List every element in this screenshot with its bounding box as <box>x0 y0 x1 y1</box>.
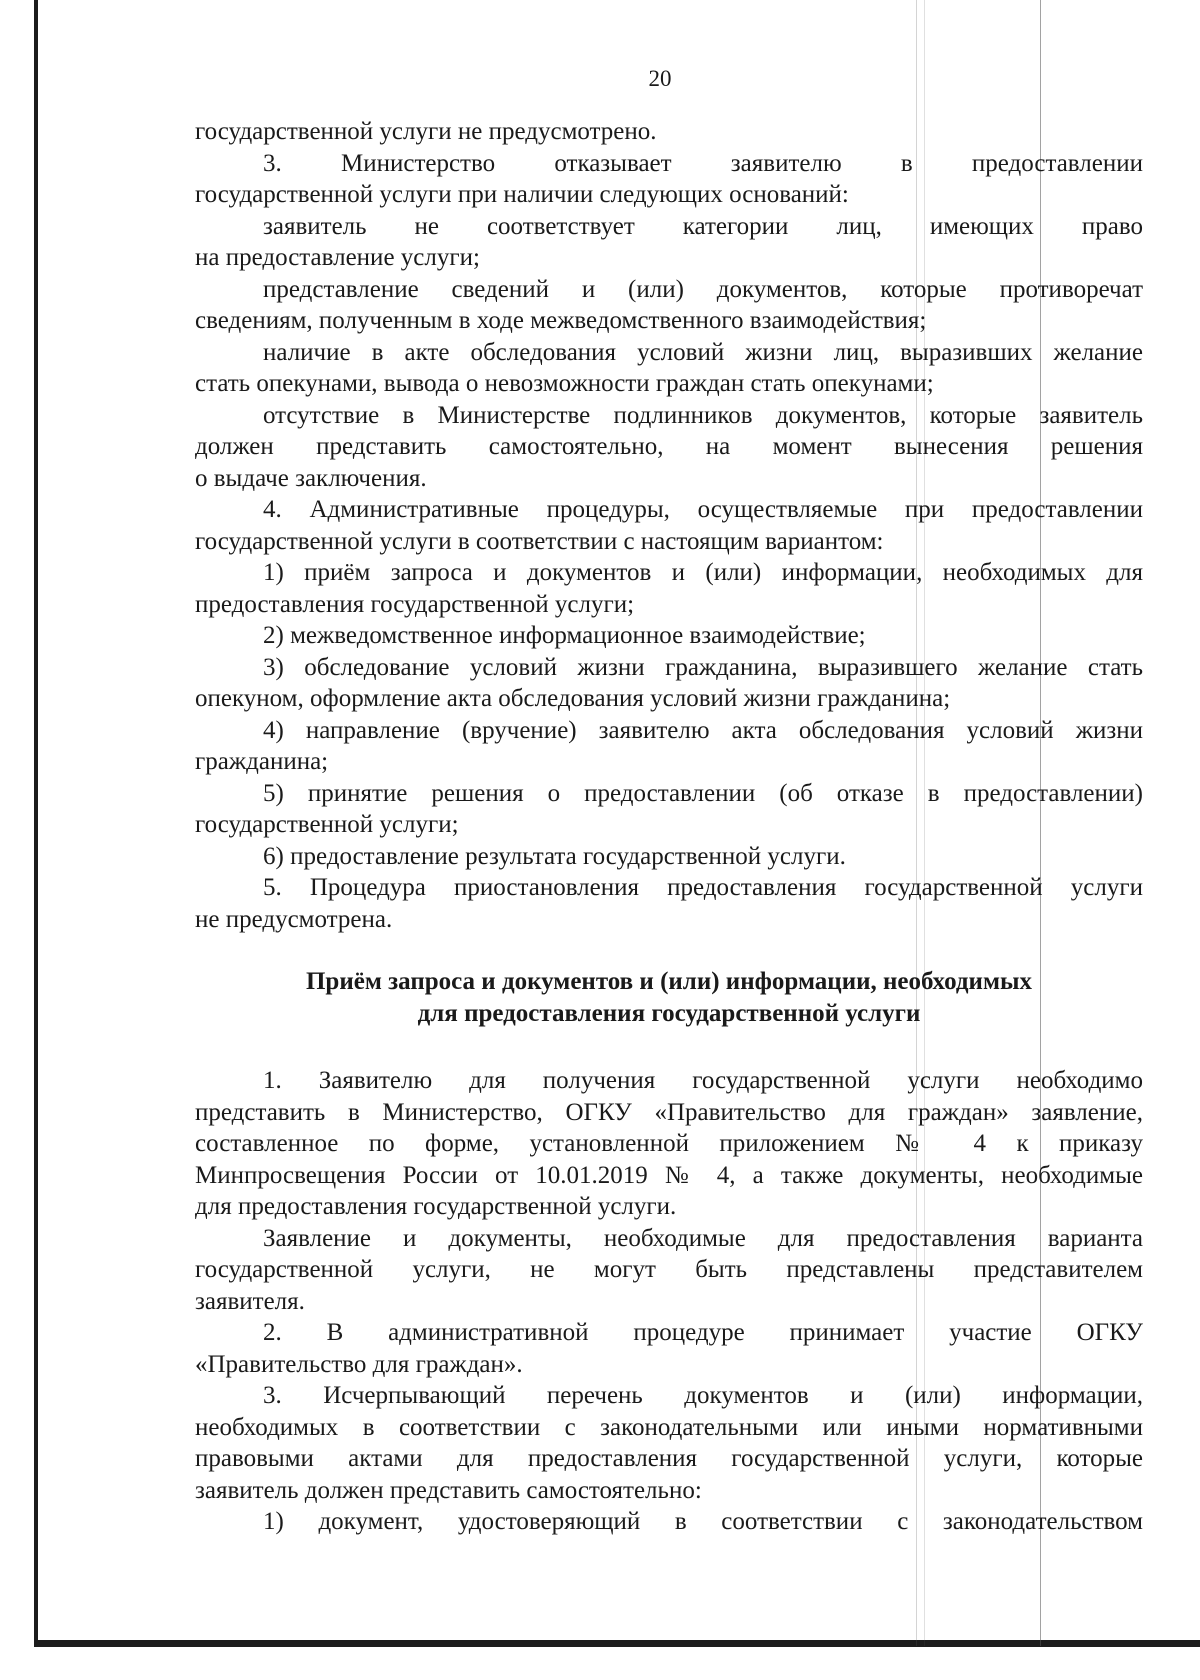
text-line: должен представить самостоятельно, на момент вынесения решения <box>195 433 1143 460</box>
text-line: представить в Министерство, ОГКУ «Правительство для граждан» заявление, <box>195 1098 1143 1126</box>
text-line: 1) приём запроса и документов и (или) информации, необходимых для <box>263 559 1143 586</box>
text-line: 3. Исчерпывающий перечень документов и (или) информации, <box>263 1382 1143 1409</box>
text-line: 1. Заявителю для получения государственной услуги необходимо <box>263 1067 1143 1094</box>
text-line: 4) направление (вручение) заявителю акта обследования условий жизни <box>263 716 1143 744</box>
text-line: предоставления государственной услуги; <box>195 590 635 618</box>
text-line: государственной услуги при наличии следующих оснований: <box>195 181 849 208</box>
body-text-block-1 <box>195 116 1143 935</box>
body-text-block-2 <box>195 1065 1143 1538</box>
section-heading <box>195 966 1143 1030</box>
text-line: 3) обследование условий жизни гражданина, выразившего желание стать <box>263 653 1143 681</box>
text-line: опекуном, оформление акта обследования условий жизни гражданина; <box>195 685 951 712</box>
heading-line: Приём запроса и документов и (или) информации, необходимых <box>305 968 1032 995</box>
text-line: не предусмотрена. <box>195 905 393 933</box>
text-line: 2. В административной процедуре принимает участие ОГКУ <box>263 1319 1143 1346</box>
text-line: правовыми актами для предоставления государственной услуги, которые <box>195 1445 1143 1472</box>
text-line: 1) документ, удостоверяющий в соответствии с законодательством <box>263 1508 1143 1535</box>
page-number: 20 <box>648 66 672 91</box>
text-line: государственной услуги в соответствии с настоящим вариантом: <box>195 527 884 555</box>
text-line: необходимых в соответствии с законодательными или иными нормативными <box>195 1413 1143 1441</box>
text-line: Заявление и документы, необходимые для предоставления варианта <box>263 1224 1143 1252</box>
text-line: составленное по форме, установленной приложением № 4 к приказу <box>195 1130 1143 1157</box>
text-line: 6) предоставление результата государственной услуги. <box>263 842 846 870</box>
text-line: 4. Административные процедуры, осуществляемые при предоставлении <box>263 496 1143 523</box>
text-line: представление сведений и (или) документов, которые противоречат <box>263 275 1143 303</box>
heading-line: для предоставления государственной услуги <box>417 1000 921 1027</box>
text-line: для предоставления государственной услуги. <box>195 1193 677 1220</box>
text-line: государственной услуги не предусмотрено. <box>195 118 657 145</box>
text-line: стать опекунами, вывода о невозможности граждан стать опекунами; <box>195 370 934 397</box>
text-line: сведениям, полученным в ходе межведомственного взаимодействия; <box>195 307 927 334</box>
text-line: 5. Процедура приостановления предоставления государственной услуги <box>263 874 1143 901</box>
text-line: Минпросвещения России от 10.01.2019 № 4, а также документы, необходимые <box>195 1161 1143 1189</box>
text-line: государственной услуги, не могут быть представлены представителем <box>195 1256 1143 1283</box>
text-line: государственной услуги; <box>195 811 459 838</box>
text-line: о выдаче заключения. <box>195 464 427 492</box>
text-line: 5) принятие решения о предоставлении (об отказе в предоставлении) <box>263 779 1143 807</box>
scan-edge-left <box>34 0 38 1646</box>
text-line: отсутствие в Министерстве подлинников документов, которые заявитель <box>263 401 1143 429</box>
text-line: «Правительство для граждан». <box>195 1350 523 1378</box>
text-line: на предоставление услуги; <box>195 244 480 271</box>
scan-edge-bottom <box>34 1640 1200 1647</box>
text-line: заявитель должен представить самостоятельно: <box>195 1476 702 1504</box>
text-line: 2) межведомственное информационное взаимодействие; <box>263 622 866 649</box>
text-line: заявителя. <box>195 1287 305 1315</box>
text-line: наличие в акте обследования условий жизни лиц, выразивших желание <box>263 338 1143 366</box>
text-line: гражданина; <box>195 748 329 775</box>
text-line: 3. Министерство отказывает заявителю в предоставлении <box>263 149 1143 177</box>
text-line: заявитель не соответствует категории лиц, имеющих право <box>263 212 1143 240</box>
